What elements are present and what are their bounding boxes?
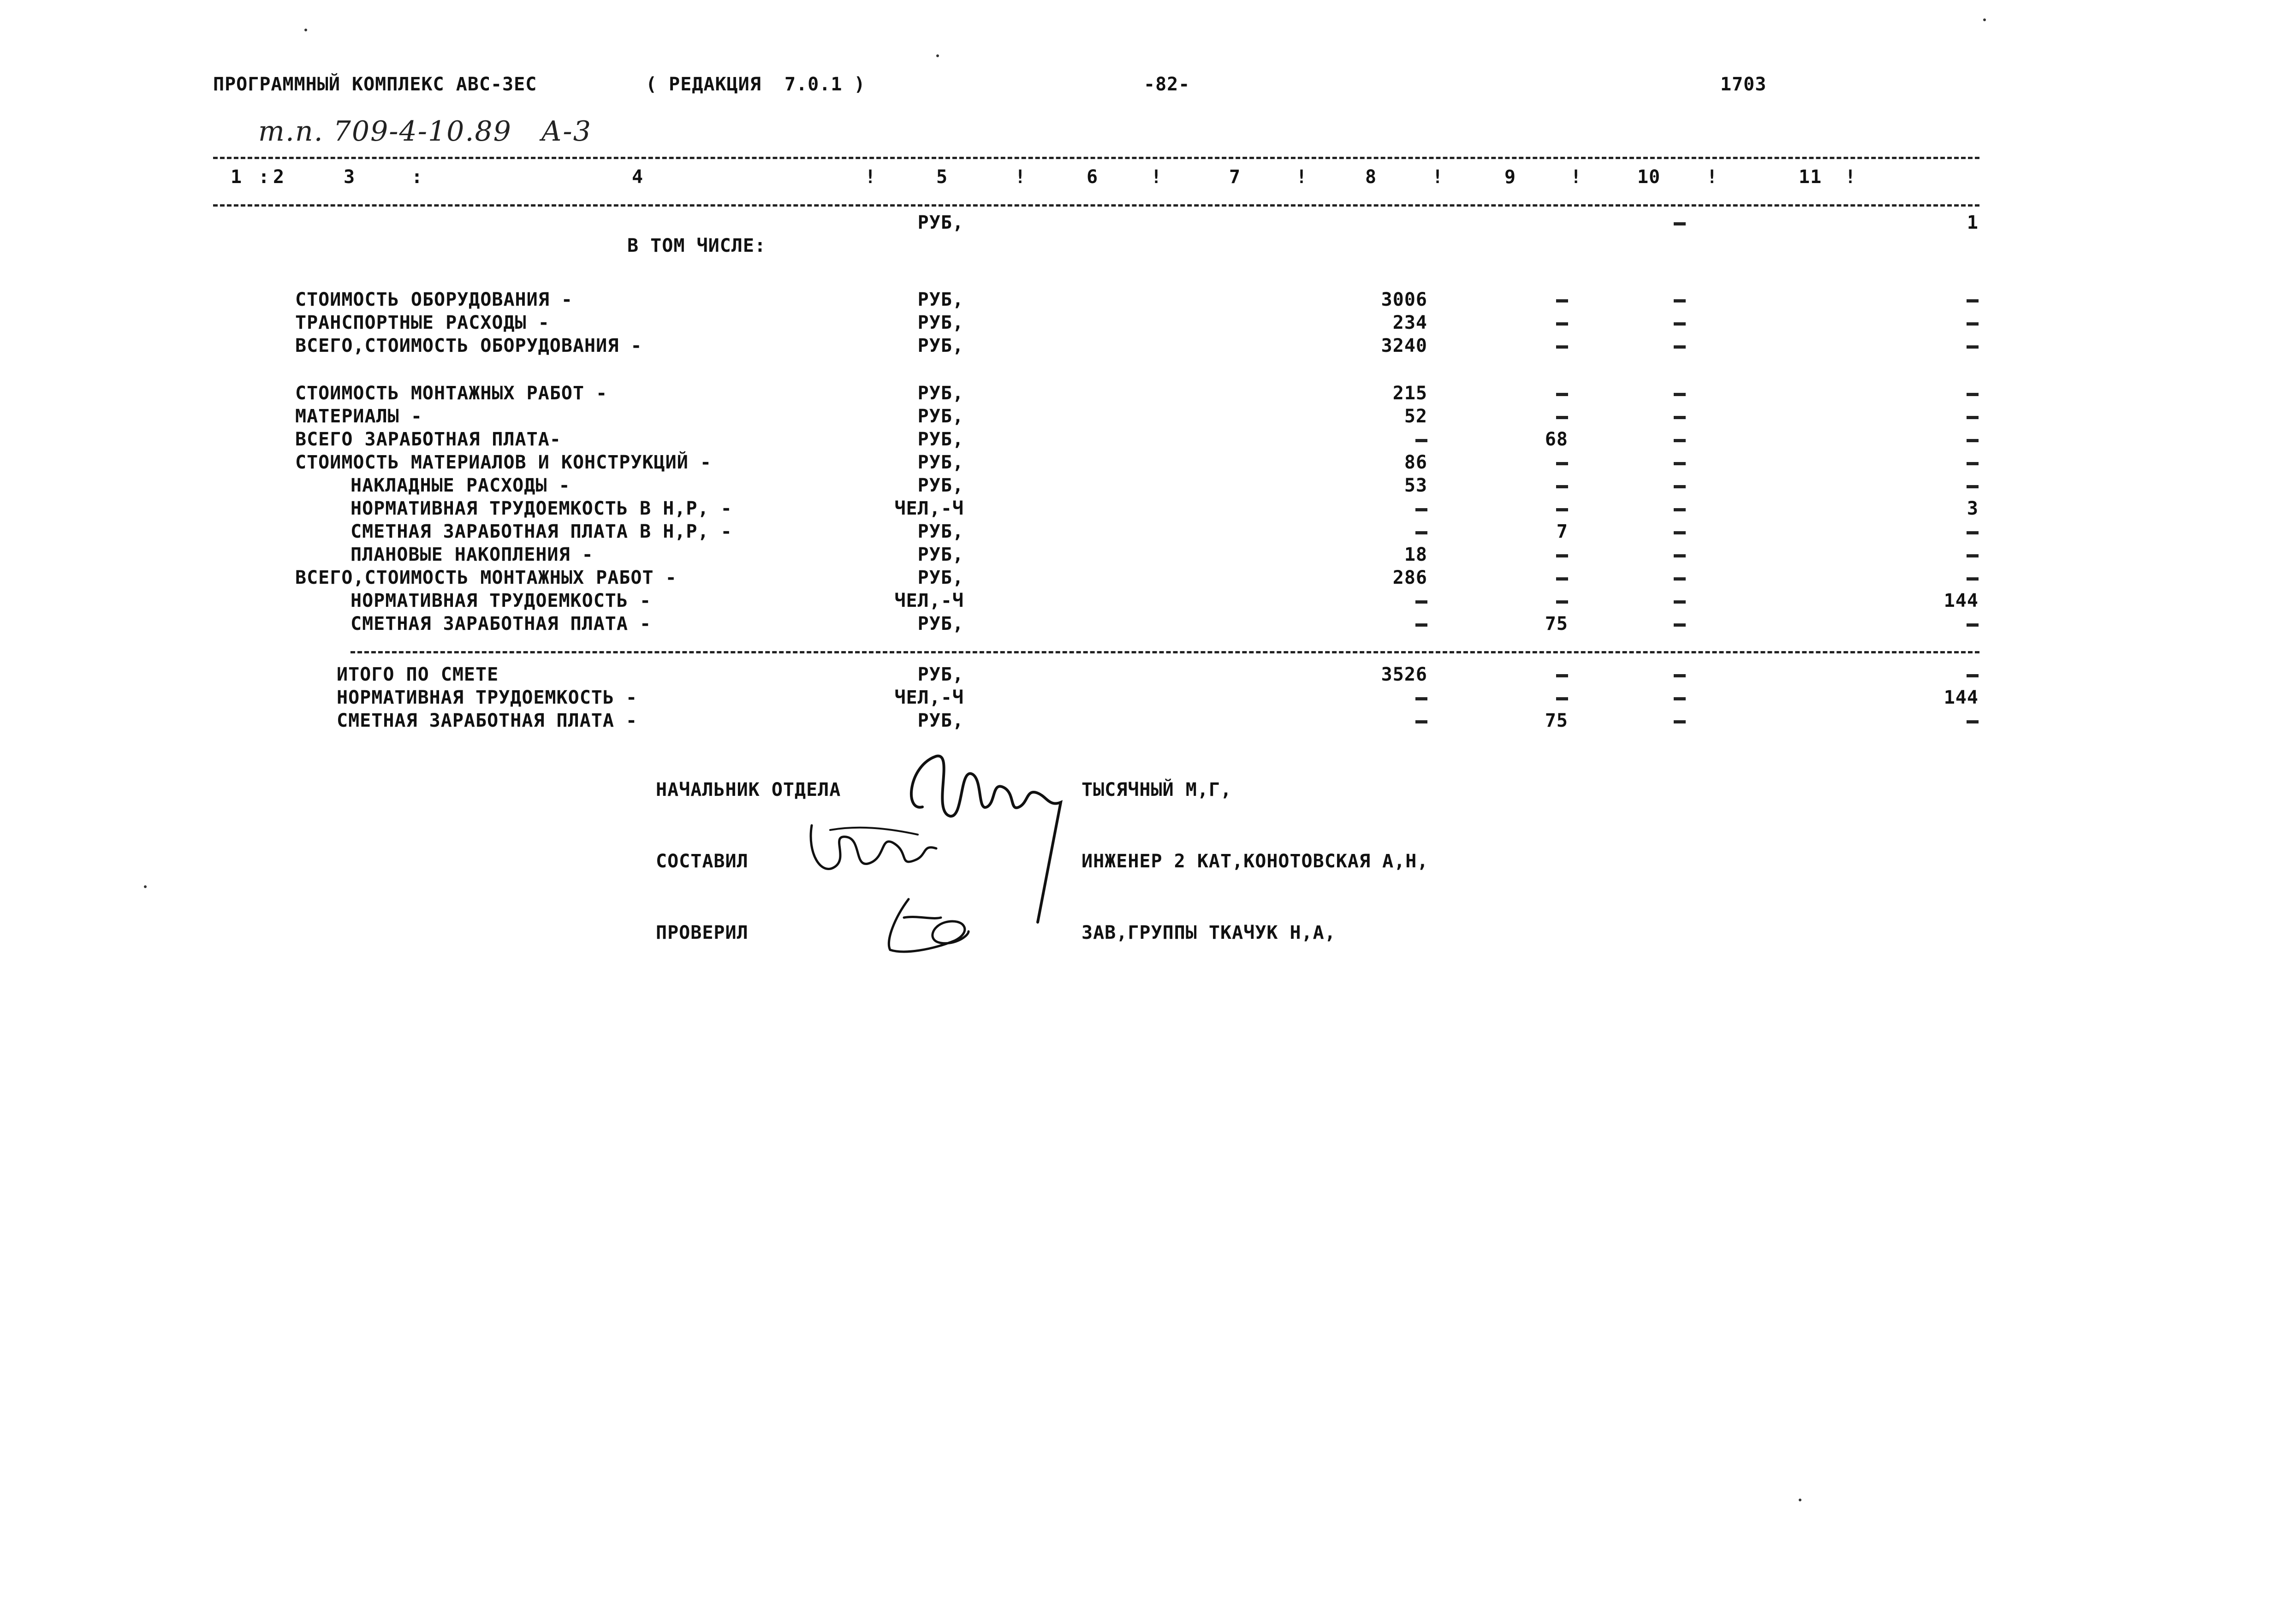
- scan-speck: [1799, 1499, 1801, 1501]
- cell-col7: 286: [1392, 567, 1427, 588]
- cell-col9-dash: [1674, 393, 1686, 396]
- cell-col7: 53: [1404, 475, 1427, 496]
- signature-scribble-compiled: [802, 816, 950, 885]
- row-label: СТОИМОСТЬ МОНТАЖНЫХ РАБОТ -: [295, 383, 608, 404]
- row-label: ТРАНСПОРТНЫЕ РАСХОДЫ -: [295, 312, 550, 333]
- cell-col8-dash: [1556, 393, 1568, 396]
- cell-col7-dash: [1415, 439, 1427, 442]
- cell-col7: 86: [1404, 452, 1427, 473]
- column-header-10: 10: [1637, 166, 1661, 188]
- handwritten-reference: т.п. 709-4-10.89 А-3: [258, 115, 592, 148]
- cell-col8-dash: [1556, 554, 1568, 557]
- cell-col7: 234: [1392, 312, 1427, 333]
- row-label: ВСЕГО,СТОИМОСТЬ ОБОРУДОВАНИЯ -: [295, 335, 642, 356]
- document-code: 1703: [1720, 74, 1767, 95]
- row-unit: РУБ,: [917, 212, 964, 233]
- cell-col7-dash: [1415, 697, 1427, 700]
- column-separator: !: [1706, 166, 1718, 188]
- cell-col11-dash: [1967, 674, 1979, 677]
- total-separator-rule: [351, 651, 1979, 653]
- program-title: ПРОГРАММНЫЙ КОМПЛЕКС АВС-3ЕС: [213, 74, 537, 95]
- cell-col9-dash: [1674, 222, 1686, 225]
- cell-col9-dash: [1674, 720, 1686, 723]
- cell-col7: 3526: [1381, 664, 1427, 685]
- cell-col11-dash: [1967, 299, 1979, 302]
- cell-col11-dash: [1967, 322, 1979, 326]
- cell-col8-dash: [1556, 416, 1568, 419]
- cell-col8-dash: [1556, 577, 1568, 581]
- cell-col11-dash: [1967, 577, 1979, 581]
- cell-col8: 75: [1545, 710, 1568, 731]
- row-unit: ЧЕЛ,-Ч: [894, 590, 964, 611]
- row-label: СМЕТНАЯ ЗАРАБОТНАЯ ПЛАТА -: [351, 613, 652, 634]
- row-label: ВСЕГО ЗАРАБОТНАЯ ПЛАТА-: [295, 429, 561, 450]
- cell-col11: 144: [1943, 687, 1979, 708]
- row-unit: РУБ,: [917, 567, 964, 588]
- scan-speck: [1983, 18, 1986, 21]
- cell-col9-dash: [1674, 623, 1686, 627]
- cell-col11-dash: [1967, 416, 1979, 419]
- signature-role-compiled: СОСТАВИЛ: [656, 851, 749, 872]
- cell-col9-dash: [1674, 439, 1686, 442]
- row-label: НОРМАТИВНАЯ ТРУДОЕМКОСТЬ В Н,Р, -: [351, 498, 732, 519]
- cell-col11: 3: [1967, 498, 1979, 519]
- cell-col9-dash: [1674, 485, 1686, 488]
- column-separator: :: [258, 166, 270, 188]
- column-separator: !: [1432, 166, 1444, 188]
- cell-col7-dash: [1415, 600, 1427, 604]
- cell-col8-dash: [1556, 299, 1568, 302]
- cell-col9-dash: [1674, 322, 1686, 326]
- header-bottom-rule: [213, 204, 1979, 207]
- column-separator: !: [1570, 166, 1582, 188]
- column-separator: !: [1845, 166, 1857, 188]
- column-header-1: 1: [231, 166, 243, 188]
- row-unit: РУБ,: [917, 613, 964, 634]
- row-unit: РУБ,: [917, 452, 964, 473]
- cell-col8-dash: [1556, 462, 1568, 465]
- cell-col9-dash: [1674, 508, 1686, 511]
- row-label: НАКЛАДНЫЕ РАСХОДЫ -: [351, 475, 571, 496]
- row-unit: РУБ,: [917, 521, 964, 542]
- cell-col9-dash: [1674, 299, 1686, 302]
- scan-speck: [936, 54, 939, 57]
- scan-speck: [304, 29, 307, 31]
- column-separator: !: [1015, 166, 1027, 188]
- signature-name-compiled: ИНЖЕНЕР 2 КАТ,КОНОТОВСКАЯ А,Н,: [1082, 851, 1429, 872]
- column-header-2: 2: [273, 166, 285, 188]
- row-unit: РУБ,: [917, 710, 964, 731]
- cell-col9-dash: [1674, 531, 1686, 534]
- row-unit: ЧЕЛ,-Ч: [894, 498, 964, 519]
- cell-col11-dash: [1967, 462, 1979, 465]
- cell-col9-dash: [1674, 577, 1686, 581]
- cell-col9-dash: [1674, 416, 1686, 419]
- cell-col8-dash: [1556, 697, 1568, 700]
- column-header-6: 6: [1087, 166, 1099, 188]
- row-label: НОРМАТИВНАЯ ТРУДОЕМКОСТЬ -: [351, 590, 652, 611]
- row-label: НОРМАТИВНАЯ ТРУДОЕМКОСТЬ -: [337, 687, 638, 708]
- cell-col7-dash: [1415, 720, 1427, 723]
- column-header-8: 8: [1365, 166, 1377, 188]
- row-label: ВСЕГО,СТОИМОСТЬ МОНТАЖНЫХ РАБОТ -: [295, 567, 677, 588]
- header-top-rule: [213, 157, 1979, 159]
- row-unit: РУБ,: [917, 312, 964, 333]
- cell-col9-dash: [1674, 600, 1686, 604]
- row-unit: РУБ,: [917, 406, 964, 427]
- column-separator: !: [865, 166, 877, 188]
- cell-col7: 52: [1404, 406, 1427, 427]
- column-header-9: 9: [1504, 166, 1516, 188]
- cell-col8-dash: [1556, 322, 1568, 326]
- cell-col11-dash: [1967, 393, 1979, 396]
- cell-col7: 3240: [1381, 335, 1427, 356]
- column-header-4: 4: [632, 166, 644, 188]
- cell-col8-dash: [1556, 674, 1568, 677]
- cell-col11-dash: [1967, 720, 1979, 723]
- row-unit: РУБ,: [917, 383, 964, 404]
- page-number: -82-: [1144, 74, 1190, 95]
- cell-col11: 1: [1967, 212, 1979, 233]
- cell-col8-dash: [1556, 485, 1568, 488]
- signature-scribble-checked: [876, 890, 978, 959]
- column-separator: :: [411, 166, 423, 188]
- row-unit: РУБ,: [917, 544, 964, 565]
- row-label: СМЕТНАЯ ЗАРАБОТНАЯ ПЛАТА -: [337, 710, 638, 731]
- cell-col8-dash: [1556, 508, 1568, 511]
- cell-col11-dash: [1967, 554, 1979, 557]
- cell-col7: 18: [1404, 544, 1427, 565]
- row-unit: РУБ,: [917, 289, 964, 310]
- signature-role-checked: ПРОВЕРИЛ: [656, 922, 749, 943]
- cell-col9-dash: [1674, 554, 1686, 557]
- row-label: ПЛАНОВЫЕ НАКОПЛЕНИЯ -: [351, 544, 594, 565]
- cell-col9-dash: [1674, 345, 1686, 349]
- scan-speck: [144, 885, 147, 888]
- cell-col8: 75: [1545, 613, 1568, 634]
- cell-col11-dash: [1967, 345, 1979, 349]
- row-label: МАТЕРИАЛЫ -: [295, 406, 422, 427]
- signature-role-head: НАЧАЛЬНИК ОТДЕЛА: [656, 779, 841, 800]
- cell-col7-dash: [1415, 508, 1427, 511]
- row-label: СТОИМОСТЬ ОБОРУДОВАНИЯ -: [295, 289, 573, 310]
- row-unit: ЧЕЛ,-Ч: [894, 687, 964, 708]
- cell-col8: 68: [1545, 429, 1568, 450]
- cell-col11-dash: [1967, 439, 1979, 442]
- row-label: ИТОГО ПО СМЕТЕ: [337, 664, 499, 685]
- row-label: СМЕТНАЯ ЗАРАБОТНАЯ ПЛАТА В Н,Р, -: [351, 521, 732, 542]
- column-header-7: 7: [1229, 166, 1241, 188]
- edition-label: ( РЕДАКЦИЯ 7.0.1 ): [646, 74, 866, 95]
- cell-col11-dash: [1967, 623, 1979, 627]
- column-header-5: 5: [936, 166, 948, 188]
- cell-col11-dash: [1967, 531, 1979, 534]
- cell-col11: 144: [1943, 590, 1979, 611]
- cell-col9-dash: [1674, 462, 1686, 465]
- cell-col8-dash: [1556, 600, 1568, 604]
- row-label: СТОИМОСТЬ МАТЕРИАЛОВ И КОНСТРУКЦИЙ -: [295, 452, 712, 473]
- column-header-3: 3: [344, 166, 356, 188]
- column-separator: !: [1296, 166, 1308, 188]
- row-unit: РУБ,: [917, 664, 964, 685]
- cell-col11-dash: [1967, 485, 1979, 488]
- row-label: В ТОМ ЧИСЛЕ:: [627, 235, 766, 256]
- column-separator: !: [1151, 166, 1163, 188]
- cell-col7: 215: [1392, 383, 1427, 404]
- cell-col8: 7: [1556, 521, 1568, 542]
- cell-col7-dash: [1415, 531, 1427, 534]
- column-header-11: 11: [1799, 166, 1822, 188]
- row-unit: РУБ,: [917, 335, 964, 356]
- row-unit: РУБ,: [917, 429, 964, 450]
- cell-col7: 3006: [1381, 289, 1427, 310]
- cell-col9-dash: [1674, 697, 1686, 700]
- signature-name-checked: ЗАВ,ГРУППЫ ТКАЧУК Н,А,: [1082, 922, 1336, 943]
- cell-col8-dash: [1556, 345, 1568, 349]
- row-unit: РУБ,: [917, 475, 964, 496]
- cell-col9-dash: [1674, 674, 1686, 677]
- cell-col7-dash: [1415, 623, 1427, 627]
- signature-name-head: ТЫСЯЧНЫЙ М,Г,: [1082, 779, 1232, 800]
